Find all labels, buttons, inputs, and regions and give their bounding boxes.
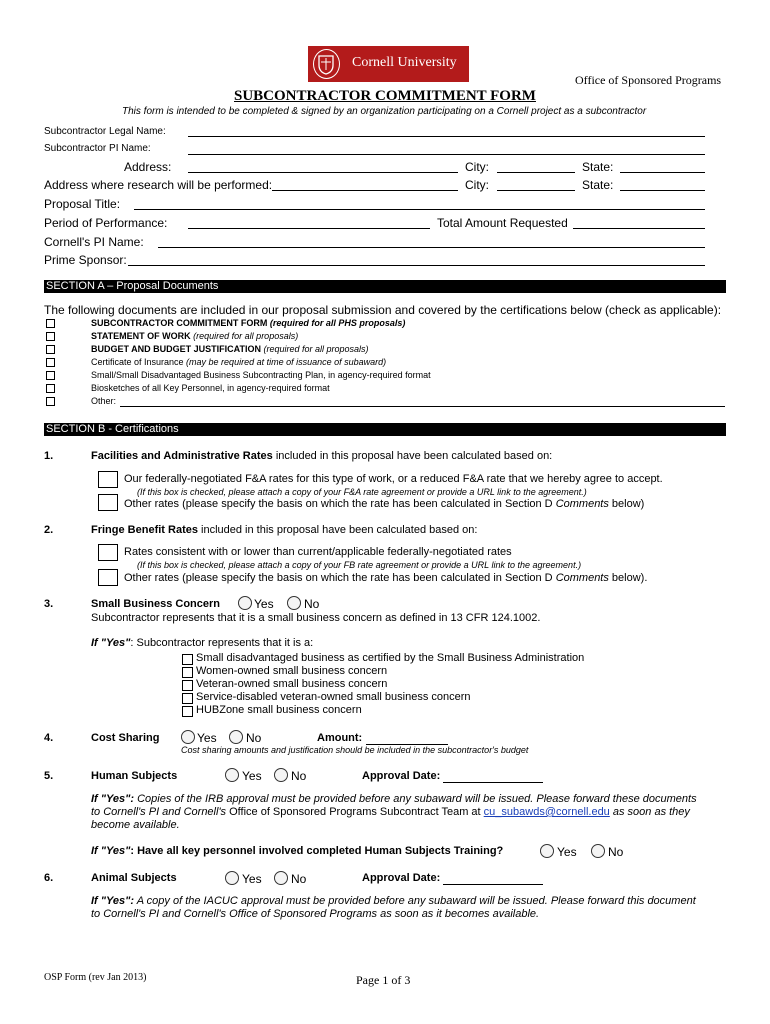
doc-checkbox-budget[interactable] <box>46 345 55 354</box>
section-a-intro: The following documents are included in our proposal submission and covered by the certifications below (check as applicable): <box>44 303 722 317</box>
cost-sharing-yes-radio[interactable] <box>181 730 195 744</box>
human-subjects-yes-label: Yes <box>242 769 262 783</box>
q4-number: 4. <box>44 732 54 744</box>
sdb-checkbox[interactable] <box>182 654 193 665</box>
fb-negotiated-label: Rates consistent with or lower than current/applicable federally-negotiated rates <box>124 546 512 558</box>
training-no-radio[interactable] <box>591 844 605 858</box>
doc-item-commitment: SUBCONTRACTOR COMMITMENT FORM (required for all PHS proposals) <box>91 318 406 328</box>
doc-item-insurance: Certificate of Insurance (may be required at time of issuance of subaward) <box>91 357 387 367</box>
q1-question: Facilities and Administrative Rates included in this proposal have been calculated based on: <box>91 450 553 462</box>
animal-subjects-no-label: No <box>291 872 307 886</box>
form-subtitle: This form is intended to be completed & signed by an organization participating on a Cornell project as a subcontractor <box>122 106 647 117</box>
pi-name-input[interactable] <box>188 154 705 155</box>
irb-note-line2: to Cornell's PI and Cornell's Office of Sponsored Programs Subcontract Team at cu_subawds@cornell.edu as soon as they <box>91 806 690 818</box>
city-input[interactable] <box>497 172 575 173</box>
animal-subjects-yes-label: Yes <box>242 872 262 886</box>
total-amount-input[interactable] <box>573 228 705 229</box>
animal-subjects-yes-radio[interactable] <box>225 871 239 885</box>
cornell-logo <box>308 46 469 82</box>
proposal-title-label: Proposal Title: <box>44 197 121 211</box>
fa-negotiated-label: Our federally-negotiated F&A rates for this type of work, or a reduced F&A rate that we hereby agree to accept. <box>124 473 663 485</box>
human-subjects-approval-input[interactable] <box>443 782 543 783</box>
hubzone-label: HUBZone small business concern <box>196 704 362 716</box>
research-address-input[interactable] <box>272 190 458 191</box>
cornell-seal-icon <box>313 49 340 79</box>
doc-checkbox-other[interactable] <box>46 397 55 406</box>
human-subjects-approval-label: Approval Date: <box>362 770 441 782</box>
city-label: City: <box>465 160 489 174</box>
research-city-label: City: <box>465 178 489 192</box>
cost-sharing-yes-label: Yes <box>197 731 217 745</box>
pi-name-label: Subcontractor PI Name: <box>44 143 151 154</box>
research-state-input[interactable] <box>620 190 705 191</box>
women-owned-label: Women-owned small business concern <box>196 665 388 677</box>
q1-number: 1. <box>44 450 54 462</box>
human-subjects-no-label: No <box>291 769 307 783</box>
logo-wordmark: Cornell University <box>352 55 457 70</box>
office-name: Office of Sponsored Programs <box>575 73 722 87</box>
doc-checkbox-insurance[interactable] <box>46 358 55 367</box>
veteran-owned-checkbox[interactable] <box>182 680 193 691</box>
doc-item-other: Other: <box>91 396 117 406</box>
proposal-title-input[interactable] <box>134 209 705 210</box>
q5-number: 5. <box>44 770 54 782</box>
address-label: Address: <box>124 160 172 174</box>
doc-checkbox-sow[interactable] <box>46 332 55 341</box>
doc-checkbox-subcontracting-plan[interactable] <box>46 371 55 380</box>
q4-label: Cost Sharing <box>91 732 160 744</box>
q3-if-yes: If "Yes": Subcontractor represents that it is a: <box>91 637 314 649</box>
fa-negotiated-note: (If this box is checked, please attach a copy of your F&A rate agreement or provide a URL link to the agreement.) <box>137 487 587 497</box>
animal-subjects-approval-input[interactable] <box>443 884 543 885</box>
animal-subjects-approval-label: Approval Date: <box>362 872 441 884</box>
page-number: Page 1 of 3 <box>356 973 411 987</box>
state-input[interactable] <box>620 172 705 173</box>
research-address-label: Address where research will be performed: <box>44 178 273 192</box>
doc-item-sow: STATEMENT OF WORK (required for all proposals) <box>91 331 299 341</box>
small-business-no-label: No <box>304 597 320 611</box>
period-input[interactable] <box>188 228 430 229</box>
training-yes-label: Yes <box>557 845 577 859</box>
fb-negotiated-checkbox[interactable] <box>98 544 118 561</box>
animal-subjects-no-radio[interactable] <box>274 871 288 885</box>
q3-description: Subcontractor represents that it is a small business concern as defined in 13 CFR 124.1002. <box>91 612 541 624</box>
form-id: OSP Form (rev Jan 2013) <box>44 972 147 983</box>
fb-negotiated-note: (If this box is checked, please attach a copy of your FB rate agreement or provide a URL link to the agreement.) <box>137 560 582 570</box>
section-a-header: SECTION A – Proposal Documents <box>44 280 726 293</box>
address-input[interactable] <box>188 172 458 173</box>
small-business-yes-radio[interactable] <box>238 596 252 610</box>
cost-sharing-no-label: No <box>246 731 262 745</box>
q5-label: Human Subjects <box>91 770 178 782</box>
research-state-label: State: <box>582 178 614 192</box>
legal-name-input[interactable] <box>188 136 705 137</box>
iacuc-note-line1: If "Yes": A copy of the IACUC approval must be provided before any subaward will be issued. Please forward this document <box>91 895 696 907</box>
state-label: State: <box>582 160 614 174</box>
fb-other-label: Other rates (please specify the basis on which the rate has been calculated in Section D Comments below). <box>124 572 648 584</box>
training-question: If "Yes": Have all key personnel involved completed Human Subjects Training? <box>91 845 504 857</box>
training-yes-radio[interactable] <box>540 844 554 858</box>
fa-negotiated-checkbox[interactable] <box>98 471 118 488</box>
q2-question: Fringe Benefit Rates included in this proposal have been calculated based on: <box>91 524 478 536</box>
cost-sharing-amount-label: Amount: <box>317 732 363 744</box>
doc-item-budget: BUDGET AND BUDGET JUSTIFICATION (required for all proposals) <box>91 344 369 354</box>
q2-number: 2. <box>44 524 54 536</box>
irb-note-line3: become available. <box>91 819 180 831</box>
doc-checkbox-biosketches[interactable] <box>46 384 55 393</box>
other-docs-input[interactable] <box>120 406 725 407</box>
research-city-input[interactable] <box>497 190 575 191</box>
service-disabled-checkbox[interactable] <box>182 693 193 704</box>
doc-item-subcontracting-plan: Small/Small Disadvantaged Business Subcontracting Plan, in agency-required format <box>91 370 431 380</box>
cornell-pi-input[interactable] <box>158 247 705 248</box>
human-subjects-yes-radio[interactable] <box>225 768 239 782</box>
fb-other-checkbox[interactable] <box>98 569 118 586</box>
small-business-no-radio[interactable] <box>287 596 301 610</box>
fa-other-checkbox[interactable] <box>98 494 118 511</box>
cornell-pi-label: Cornell's PI Name: <box>44 235 144 249</box>
q6-number: 6. <box>44 872 54 884</box>
q6-label: Animal Subjects <box>91 872 177 884</box>
legal-name-label: Subcontractor Legal Name: <box>44 126 166 137</box>
veteran-owned-label: Veteran-owned small business concern <box>196 678 388 690</box>
q3-label: Small Business Concern <box>91 598 220 610</box>
women-owned-checkbox[interactable] <box>182 667 193 678</box>
prime-sponsor-label: Prime Sponsor: <box>44 253 127 267</box>
human-subjects-no-radio[interactable] <box>274 768 288 782</box>
service-disabled-label: Service-disabled veteran-owned small business concern <box>196 691 471 703</box>
training-no-label: No <box>608 845 624 859</box>
period-label: Period of Performance: <box>44 216 168 230</box>
q3-number: 3. <box>44 598 54 610</box>
doc-checkbox-commitment[interactable] <box>46 319 55 328</box>
doc-item-biosketches: Biosketches of all Key Personnel, in agency-required format <box>91 383 330 393</box>
total-amount-label: Total Amount Requested <box>437 216 568 230</box>
sdb-label: Small disadvantaged business as certified by the Small Business Administration <box>196 652 585 664</box>
small-business-yes-label: Yes <box>254 597 274 611</box>
cost-sharing-note: Cost sharing amounts and justification should be included in the subcontractor's budget <box>181 745 529 755</box>
cost-sharing-no-radio[interactable] <box>229 730 243 744</box>
irb-note-line1: If "Yes": Copies of the IRB approval must be provided before any subaward will be issued. Please forward these documents <box>91 793 697 805</box>
iacuc-note-line2: to Cornell's PI and Cornell's Office of Sponsored Programs as soon as it becomes available. <box>91 908 540 920</box>
fa-other-label: Other rates (please specify the basis on which the rate has been calculated in Section D Comments below) <box>124 498 645 510</box>
prime-sponsor-input[interactable] <box>128 265 705 266</box>
email-link[interactable]: cu_subawds@cornell.edu <box>483 806 610 818</box>
section-b-header: SECTION B - Certifications <box>44 423 726 436</box>
form-title: SUBCONTRACTOR COMMITMENT FORM <box>234 88 536 104</box>
hubzone-checkbox[interactable] <box>182 706 193 717</box>
